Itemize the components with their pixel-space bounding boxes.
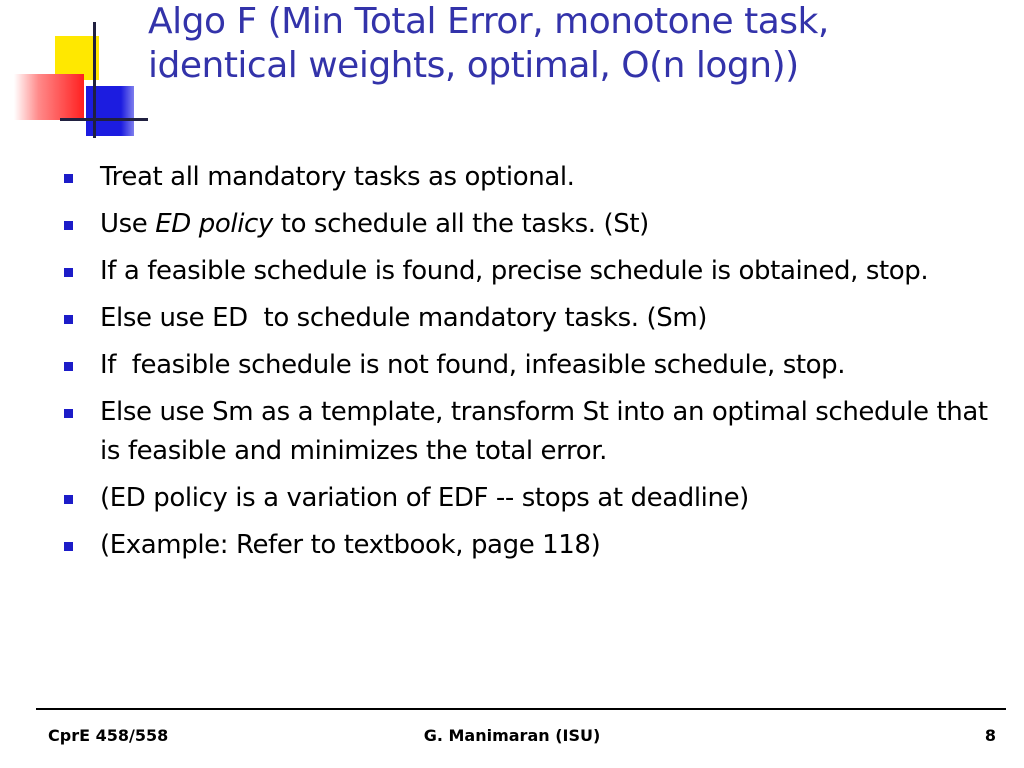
slide-logo-decoration (0, 0, 150, 145)
footer-divider (36, 708, 1006, 710)
bullet-item (62, 346, 1012, 385)
logo-horizontal-line (60, 118, 148, 121)
bullet-item (62, 252, 1012, 291)
bullet-text-prefix: Use (100, 209, 156, 239)
bullet-text-emphasis: ED policy (155, 209, 273, 239)
logo-fade (88, 86, 148, 136)
bullet-square-icon (64, 174, 73, 183)
footer-page-number: 8 (984, 726, 996, 745)
bullet-text: If a feasible schedule is found, precise schedule is obtained, stop. (100, 256, 929, 286)
bullet-item (62, 158, 1012, 197)
bullet-text: (ED policy is a variation of EDF -- stops at deadline) (100, 483, 749, 513)
bullet-item (62, 299, 1012, 338)
bullet-text: If feasible schedule is not found, infeasible schedule, stop. (100, 350, 846, 380)
bullet-text: Treat all mandatory tasks as optional. (100, 162, 575, 192)
slide-title-line-2: identical weights, optimal, O(n logn)) (148, 45, 799, 86)
bullet-item (62, 526, 1012, 565)
bullet-item (62, 393, 1012, 471)
bullet-square-icon (64, 409, 73, 418)
bullet-square-icon (64, 268, 73, 277)
bullet-square-icon (64, 542, 73, 551)
bullet-text: (Example: Refer to textbook, page 118) (100, 530, 601, 560)
bullet-square-icon (64, 315, 73, 324)
footer-course: CprE 458/558 (48, 726, 169, 745)
logo-red-square (14, 74, 84, 120)
bullet-item (62, 479, 1012, 518)
bullet-text: Else use ED to schedule mandatory tasks. (Sm) (100, 303, 708, 333)
slide-title-line-1: Algo F (Min Total Error, monotone task, (148, 1, 829, 42)
slide-title (148, 0, 1008, 88)
bullet-square-icon (64, 362, 73, 371)
bullet-square-icon (64, 221, 73, 230)
bullet-list (62, 158, 1012, 573)
bullet-square-icon (64, 495, 73, 504)
bullet-text: Else use Sm as a template, transform St into an optimal schedule that is feasible and minimizes the total error. (100, 397, 988, 466)
footer-author: G. Manimaran (ISU) (423, 726, 601, 745)
bullet-item (62, 205, 1012, 244)
bullet-text-suffix: to schedule all the tasks. (St) (272, 209, 649, 239)
